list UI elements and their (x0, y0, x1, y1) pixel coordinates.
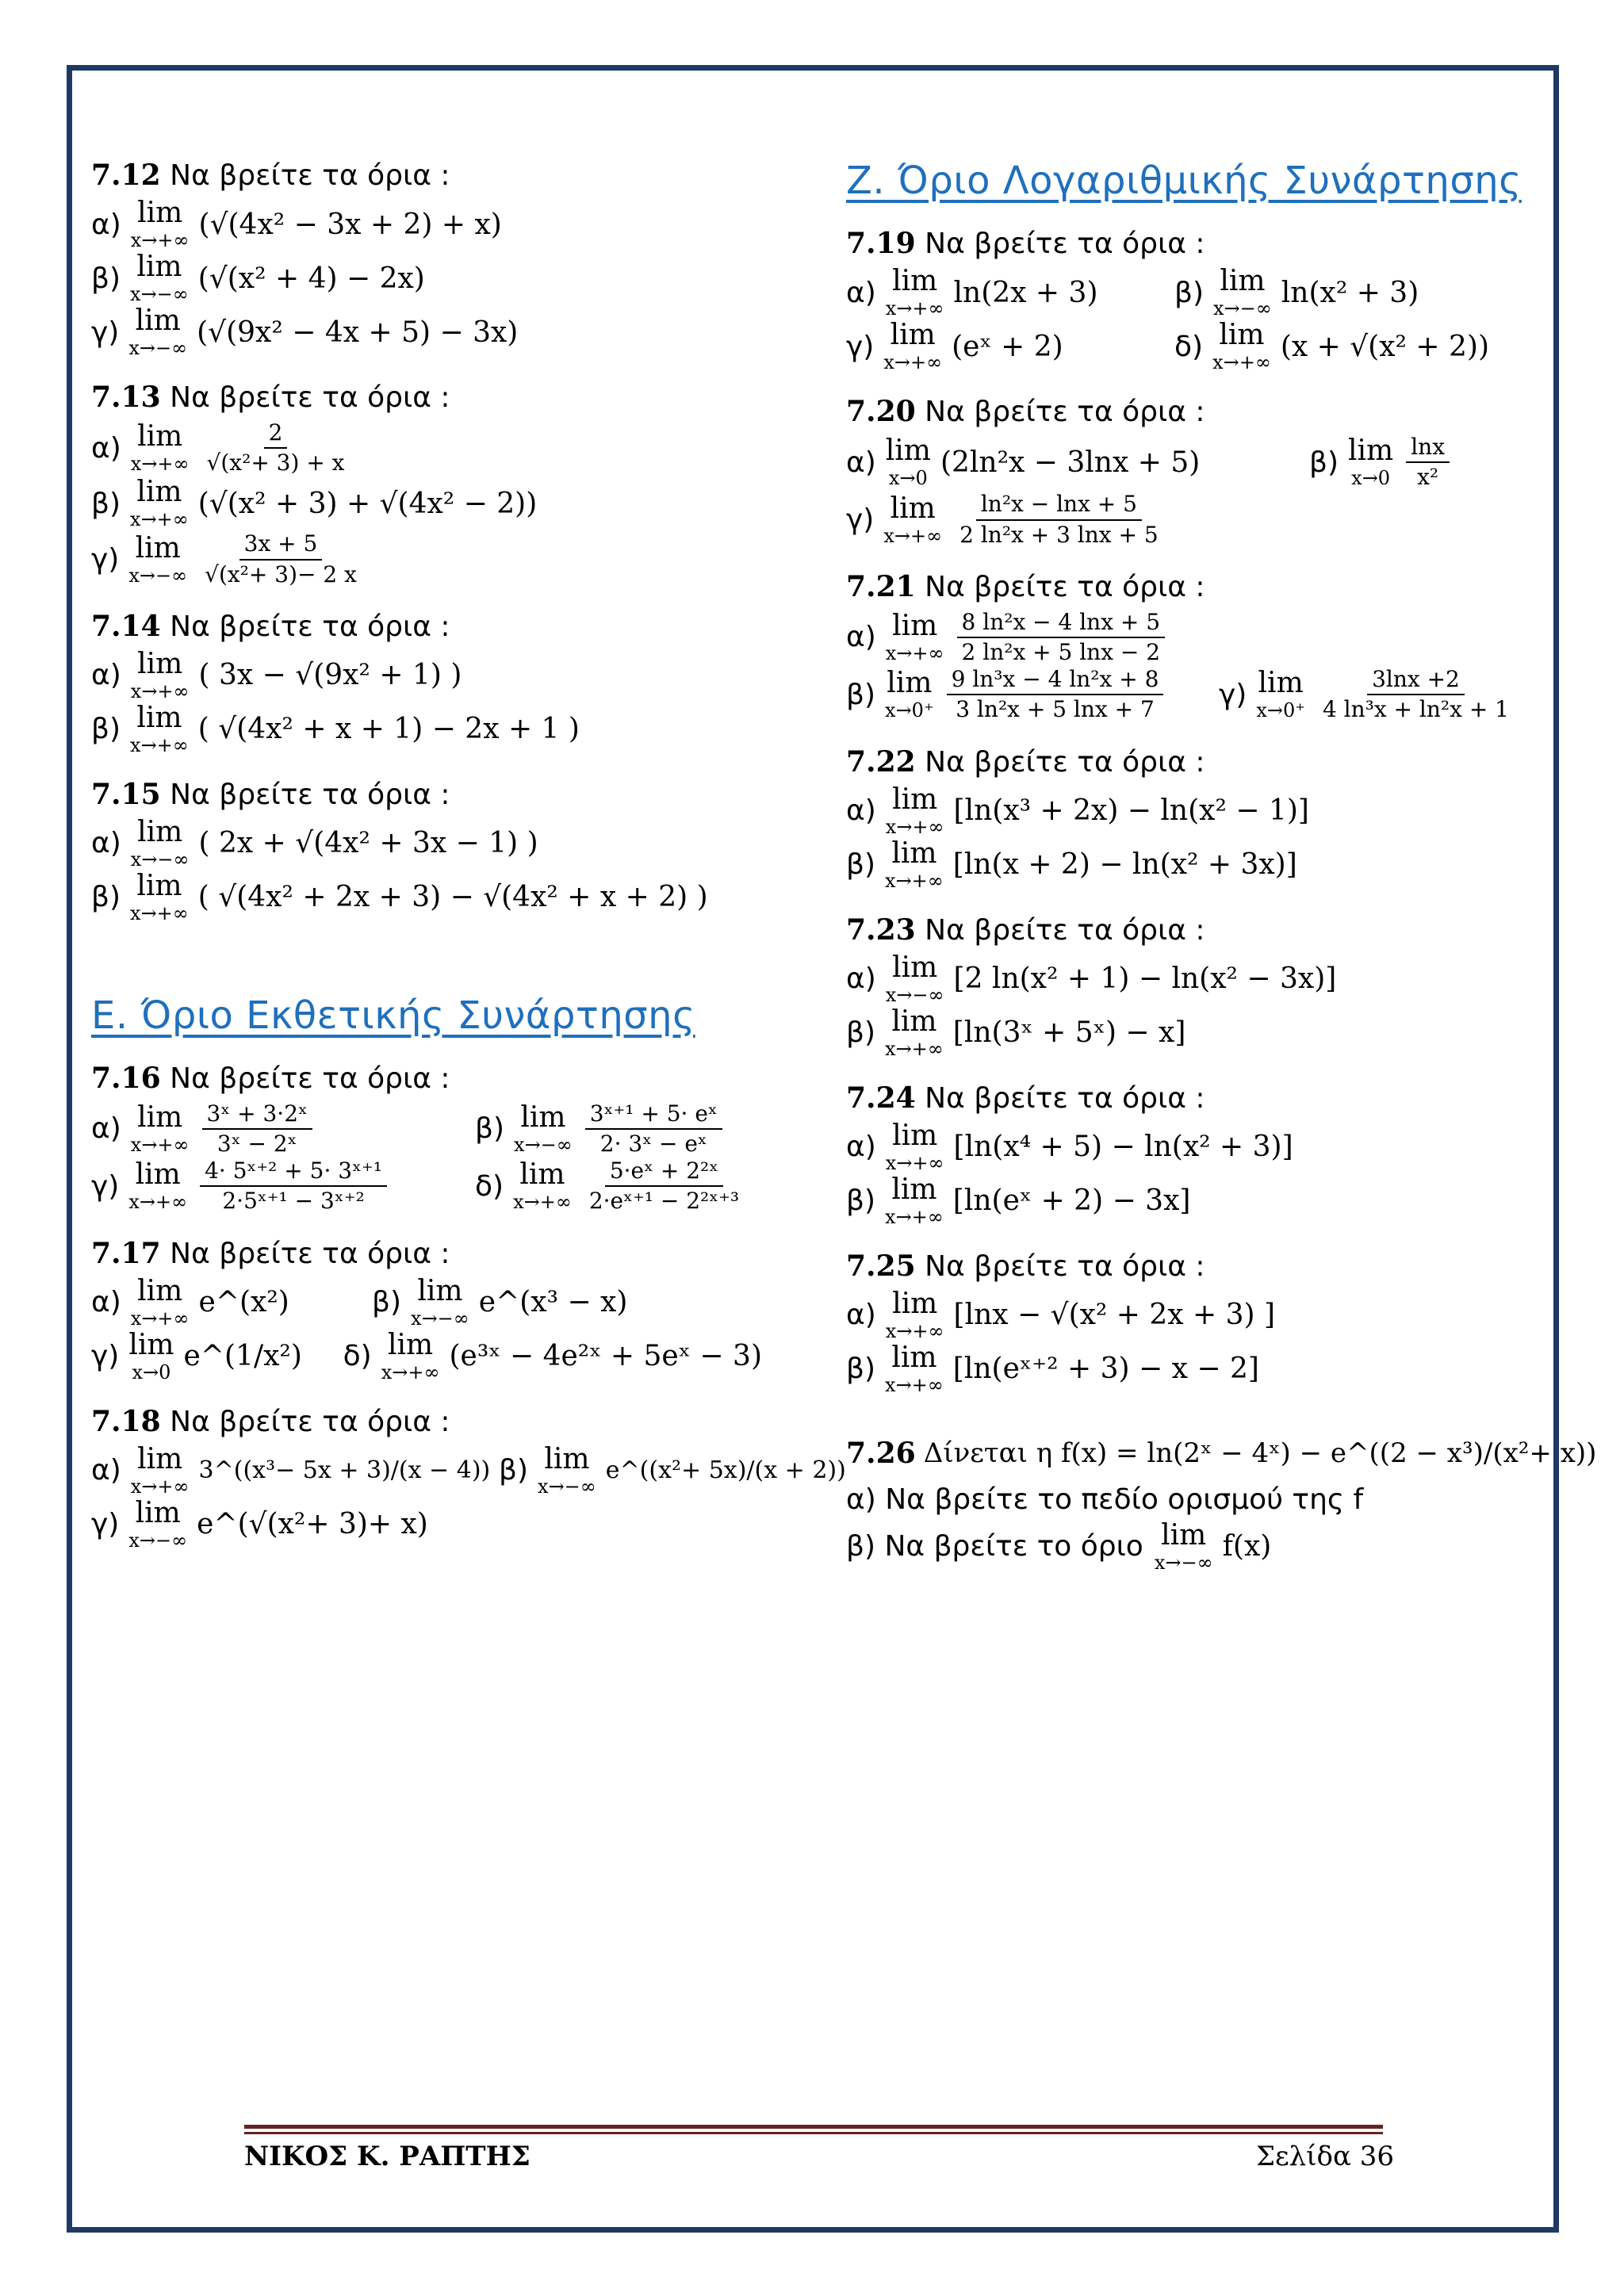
exercise-line: α) lim x→−∞ [2 ln(x² + 1) − ln(x² − 3x)] (846, 951, 1337, 1006)
exercise-line: γ) lim x→0 e^(1/x²) δ) lim x→+∞ (e³ˣ − 4e²ˣ + 5eˣ − 3) (91, 1328, 762, 1383)
exercise-prompt: Να βρείτε τα όρια : (925, 396, 1205, 428)
limit: lim x→−∞ (538, 1442, 596, 1498)
limit: lim x→−∞ (130, 251, 189, 305)
limit: lim x→−∞ (514, 1100, 573, 1156)
limit: lim x→−∞ (128, 531, 188, 587)
exercise-line: α) lim x→+∞ ( 3x − √(9x² + 1) ) (91, 647, 462, 702)
exercise-7-18 (91, 1404, 846, 1552)
limit: lim x→0 (885, 434, 931, 490)
exercise-number: 7.21 (846, 569, 916, 603)
exercise-line: γ) lim x→+∞ $\frac{\text{ln²x − lnx + 5}}{\text{2 ln²x + 3 lnx + 5}}$ (846, 492, 1544, 547)
limit: lim x→−∞ (411, 1274, 469, 1330)
footer-author: ΝΙΚΟΣ Κ. ΡΑΠΤΗΣ (244, 2141, 530, 2172)
exercise-prompt: Να βρείτε τα όρια : (925, 228, 1205, 260)
fraction: $\frac{\text{8 ln²x − 4 lnx + 5}}{\text{2 ln²x + 5 lnx − 2}}$ (957, 610, 1166, 665)
exercise-line: α) lim x→+∞ ln(2x + 3) β) lim x→−∞ ln(x² + 3) (846, 265, 1419, 320)
limit: lim x→0⁺ (885, 667, 934, 722)
exercise-number: 7.13 (91, 381, 161, 414)
limit: lim x→−∞ (885, 951, 944, 1006)
left-column (91, 159, 846, 1573)
exercise-prompt: Να βρείτε τα όρια : (170, 1062, 450, 1095)
exercise-line: α) lim x→+∞ [ln(x⁴ + 5) − ln(x² + 3)] (846, 1119, 1293, 1174)
exercise-7-26: 7.26 Δίνεται η f(x) = ln(2ˣ − 4ˣ) − e^((2 − x³)/(x²+ x)) α) Να βρείτε το πεδίο ορισμού της f β) Να βρείτε το όριο lim x→−∞ f(x) (846, 1436, 1597, 1574)
limit: lim x→−∞ (1154, 1518, 1213, 1574)
exercise-line: γ) lim x→+∞ $\frac{\text{4· 5ˣ⁺² + 5· 3ˣ⁺¹}}{\text{2·5ˣ⁺¹ − 3ˣ⁺²}}$ δ) lim x→+∞ $\frac{\text{5·eˣ + 2²ˣ}}{\text{2·eˣ⁺¹ − 2²ˣ⁺³}}$ (91, 1158, 789, 1214)
exercise-line: β) lim x→0⁺ $\frac{\text{9 ln³x − 4 ln²x + 8}}{\text{3 ln²x + 5 lnx + 7}}$ γ) lim x→0⁺ $\frac{3\ln x +2}{\text{4 ln³x + ln²x + 1}}$ (846, 667, 1544, 722)
exercise-line: α) lim x→0 (2ln²x − 3lnx + 5) β) lim x→0 $\frac{\ln x}{\text{x²}}$ (846, 434, 1544, 490)
limit: lim x→0 (128, 1328, 174, 1383)
exercise-prompt: Να βρείτε τα όρια : (170, 778, 450, 811)
exercise-line: α) lim x→+∞ [ln(x³ + 2x) − ln(x² − 1)] (846, 783, 1309, 838)
exercise-line: α) lim x→+∞ [lnx − √(x² + 2x + 3) ] (846, 1287, 1276, 1342)
exercise-prompt: Να βρείτε τα όρια : (925, 1249, 1205, 1283)
exercise-prompt: Να βρείτε τα όρια : (170, 1237, 450, 1270)
fraction: $\frac{3x + 5}{\text{√(x²+ 3)− 2 x}}$ (205, 530, 357, 587)
limit: lim x→+∞ (885, 1287, 944, 1342)
exercise-number: 7.23 (846, 913, 916, 947)
limit: lim x→+∞ (885, 1173, 944, 1228)
exercise-prompt: Να βρείτε τα όρια : (170, 1405, 450, 1438)
fraction: $\frac{\text{3ˣ + 3·2ˣ}}{\text{3ˣ − 2ˣ}}$ (202, 1101, 312, 1157)
limit: lim x→+∞ (130, 1100, 190, 1156)
section-title-logarithmic: Ζ. Όριο Λογαριθμικής Συνάρτησης (846, 159, 1522, 203)
exercise-line: α) lim x→−∞ ( 2x + √(4x² + 3x − 1) ) (91, 815, 538, 871)
limit: lim x→−∞ (128, 304, 188, 359)
limit: lim x→+∞ (1212, 319, 1271, 373)
exercise-7-17 (91, 1237, 789, 1383)
exercise-line: β) lim x→+∞ (√(x² + 3) + √(4x² − 2)) (91, 476, 538, 531)
exercise-number: 7.20 (846, 395, 916, 428)
exercise-7-22 (846, 745, 1544, 891)
limit: lim x→+∞ (130, 476, 189, 531)
exercise-given: Δίνεται η f(x) = ln(2ˣ − 4ˣ) − e^((2 − x³)/(x²+ x)) (923, 1437, 1597, 1469)
limit: lim x→+∞ (130, 420, 190, 476)
exercise-7-19 (846, 227, 1544, 373)
exercise-line: α) lim x→+∞ $\frac{\text{3ˣ + 3·2ˣ}}{\text{3ˣ − 2ˣ}}$ β) lim x→−∞ $\frac{\text{3ˣ⁺¹ + 5· eˣ}}{\text{2· 3ˣ − eˣ}}$ (91, 1101, 789, 1157)
limit: lim x→+∞ (885, 1119, 944, 1174)
exercise-prompt: Να βρείτε τα όρια : (170, 159, 450, 192)
exercise-line: β) lim x→+∞ [ln(eˣ + 2) − 3x] (846, 1173, 1191, 1228)
fraction: $\frac{3\ln x +2}{\text{4 ln³x + ln²x + 1}}$ (1322, 666, 1509, 723)
section-title-exponential: Ε. Όριο Εκθετικής Συνάρτησης (91, 993, 695, 1038)
footer-rule (244, 2125, 1383, 2134)
exercise-line: β) lim x→+∞ ( √(4x² + x + 1) − 2x + 1 ) (91, 701, 580, 756)
exercise-7-24 (846, 1081, 1544, 1227)
limit: lim x→+∞ (513, 1158, 572, 1214)
limit: lim x→+∞ (885, 609, 944, 664)
exercise-number: 7.26 (846, 1436, 916, 1470)
exercise-number: 7.17 (91, 1236, 161, 1270)
exercise-line: α) lim x→+∞ $\frac{\text{8 ln²x − 4 lnx + 5}}{\text{2 ln²x + 5 lnx − 2}}$ (846, 610, 1544, 665)
exercise-7-12 (91, 159, 789, 358)
exercise-number: 7.25 (846, 1249, 916, 1283)
limit: lim x→+∞ (130, 197, 190, 251)
exercise-question-a: α) Να βρείτε το πεδίο ορισμού της f (846, 1483, 1364, 1516)
exercise-7-13 (91, 381, 789, 587)
exercise-question-b: β) Να βρείτε το όριο (846, 1530, 1143, 1563)
limit: lim x→+∞ (128, 1158, 188, 1214)
limit: lim x→+∞ (885, 1004, 944, 1060)
exercise-number: 7.19 (846, 227, 916, 260)
exercise-number: 7.18 (91, 1404, 161, 1438)
exercise-number: 7.12 (91, 159, 161, 192)
fraction: $\frac{2}{\text{√(x²+ 3) + x}}$ (206, 419, 345, 476)
limit: lim x→+∞ (381, 1328, 440, 1383)
limit: lim x→−∞ (128, 1496, 188, 1552)
exercise-prompt: Να βρείτε τα όρια : (925, 745, 1205, 779)
exercise-7-14 (91, 610, 789, 756)
exercise-number: 7.14 (91, 609, 161, 643)
page-number: Σελίδα 36 (1255, 2141, 1394, 2172)
limit: lim x→−∞ (130, 815, 190, 871)
fraction: $\frac{\text{3ˣ⁺¹ + 5· eˣ}}{\text{2· 3ˣ − eˣ}}$ (585, 1101, 722, 1157)
limit: lim x→+∞ (885, 1341, 944, 1396)
limit: lim x→+∞ (885, 265, 944, 320)
limit: lim x→+∞ (883, 319, 943, 373)
exercise-7-20 (846, 395, 1544, 548)
exercise-prompt: Να βρείτε τα όρια : (170, 381, 450, 414)
limit: lim x→0 (1348, 434, 1394, 490)
exercise-7-25 (846, 1249, 1544, 1395)
exercise-7-23 (846, 913, 1544, 1059)
exercise-number: 7.24 (846, 1081, 916, 1115)
exercise-prompt: Να βρείτε τα όρια : (925, 1081, 1205, 1115)
exercise-prompt: Να βρείτε τα όρια : (170, 610, 450, 643)
exercise-line: β) lim x→−∞ (√(x² + 4) − 2x) (91, 251, 425, 305)
exercise-prompt: Να βρείτε τα όρια : (925, 913, 1205, 947)
exercise-7-16 (91, 1062, 789, 1215)
exercise-prompt: Να βρείτε τα όρια : (925, 570, 1205, 603)
right-column (846, 159, 1597, 1595)
exercise-line: β) lim x→+∞ [ln(3ˣ + 5ˣ) − x] (846, 1004, 1186, 1060)
fraction: $\frac{\text{ln²x − lnx + 5}}{\text{2 ln²x + 3 lnx + 5}}$ (959, 491, 1159, 548)
exercise-line: γ) lim x→+∞ (eˣ + 2) δ) lim x→+∞ (x + √(x² + 2)) (846, 319, 1489, 373)
limit: lim x→+∞ (130, 1442, 190, 1498)
limit: lim x→+∞ (885, 783, 944, 838)
limit: lim x→+∞ (885, 836, 944, 892)
exercise-line: α) lim x→+∞ e^(x²) β) lim x→−∞ e^(x³ − x) (91, 1274, 628, 1330)
exercise-line: γ) lim x→−∞ $\frac{3x + 5}{\text{√(x²+ 3)− 2 x}}$ (91, 531, 789, 587)
limit: lim x→+∞ (130, 647, 190, 702)
limit: lim x→+∞ (130, 1274, 190, 1330)
exercise-number: 7.16 (91, 1061, 161, 1095)
fraction: $\frac{\ln x}{\text{x²}}$ (1406, 434, 1450, 490)
exercise-line: β) lim x→+∞ [ln(x + 2) − ln(x² + 3x)] (846, 836, 1297, 892)
fraction: $\frac{\text{9 ln³x − 4 ln²x + 8}}{\text{3 ln²x + 5 lnx + 7}}$ (947, 667, 1164, 722)
exercise-7-15 (91, 778, 789, 924)
exercise-7-21 (846, 570, 1544, 723)
exercise-number: 7.15 (91, 777, 161, 811)
exercise-line: β) lim x→+∞ [ln(eˣ⁺² + 3) − x − 2] (846, 1341, 1259, 1396)
limit: lim x→+∞ (883, 492, 943, 547)
exercise-number: 7.22 (846, 744, 916, 779)
limit: lim x→+∞ (130, 869, 189, 924)
exercise-line: α) lim x→+∞ 3^((x³− 5x + 3)/(x − 4)) β) lim x→−∞ e^((x²+ 5x)/(x + 2)) (91, 1442, 846, 1498)
fraction: $\frac{\text{4· 5ˣ⁺² + 5· 3ˣ⁺¹}}{\text{2·5ˣ⁺¹ − 3ˣ⁺²}}$ (200, 1158, 387, 1214)
fraction: $\frac{\text{5·eˣ + 2²ˣ}}{\text{2·eˣ⁺¹ − 2²ˣ⁺³}}$ (588, 1158, 740, 1215)
limit: lim x→−∞ (1213, 265, 1272, 320)
exercise-line: α) lim x→+∞ $\frac{2}{\text{√(x²+ 3) + x}}$ (91, 420, 789, 476)
limit: lim x→0⁺ (1256, 667, 1305, 722)
exercise-line: β) lim x→+∞ ( √(4x² + 2x + 3) − √(4x² + x + 2) ) (91, 869, 708, 924)
exercise-line: γ) lim x→−∞ e^(√(x²+ 3)+ x) (91, 1496, 428, 1552)
exercise-line: α) lim x→+∞ (√(4x² − 3x + 2) + x) (91, 197, 502, 251)
exercise-line: γ) lim x→−∞ (√(9x² − 4x + 5) − 3x) (91, 304, 519, 359)
limit: lim x→+∞ (130, 701, 189, 756)
